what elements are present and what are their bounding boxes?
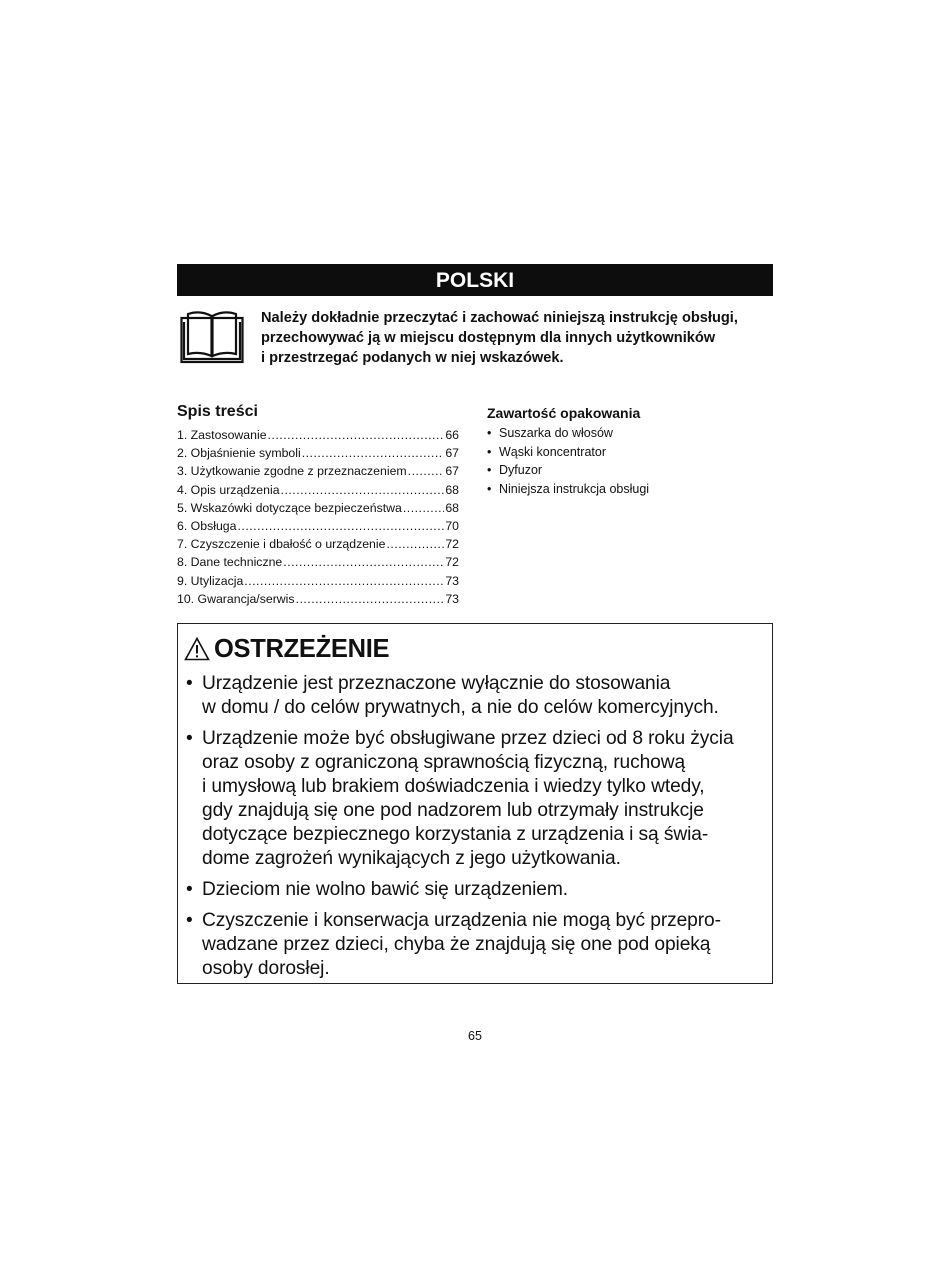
toc-entry[interactable] bbox=[177, 535, 459, 553]
warning-line: gdy znajdują się one pod nadzorem lub otrzymały instrukcje bbox=[202, 800, 704, 821]
toc-leader bbox=[283, 553, 444, 571]
warning-line: • Urządzenie jest przeznaczone wyłącznie do stosowania bbox=[202, 673, 671, 694]
book-icon bbox=[180, 310, 244, 364]
intro-line: przechowywać ją w miejscu dostępnym dla innych użytkowników bbox=[261, 330, 716, 346]
language-header: POLSKI bbox=[177, 264, 773, 296]
warning-line: oraz osoby z ograniczoną sprawnością fizyczną, ruchową bbox=[202, 752, 686, 773]
toc-leader bbox=[244, 572, 444, 590]
intro-line: Należy dokładnie przeczytać i zachować niniejszą instrukcję obsługi, bbox=[261, 310, 738, 326]
warning-line: dome zagrożeń wynikających z jego użytkowania. bbox=[202, 848, 621, 869]
warning-line: • Dzieciom nie wolno bawić się urządzeniem. bbox=[202, 879, 568, 900]
toc-leader bbox=[302, 444, 445, 462]
warning-item bbox=[186, 909, 768, 981]
warning-line: i umysłową lub brakiem doświadczenia i wiedzy tylko wtedy, bbox=[202, 776, 705, 797]
warning-line: dotyczące bezpiecznego korzystania z urządzenia i są świa- bbox=[202, 824, 709, 845]
toc-leader bbox=[268, 426, 445, 444]
package-contents bbox=[487, 404, 767, 498]
toc-entry-page: 66 bbox=[445, 428, 459, 442]
toc-leader bbox=[281, 481, 445, 499]
warning-item bbox=[186, 727, 768, 871]
toc-entry[interactable] bbox=[177, 426, 459, 444]
toc-entry[interactable] bbox=[177, 444, 459, 462]
toc-entry-page: 70 bbox=[445, 519, 459, 534]
toc-entry-label: 5. Wskazówki dotyczące bezpieczeństwa bbox=[177, 500, 402, 515]
warning-header bbox=[184, 634, 389, 664]
package-item: • Wąski koncentrator bbox=[487, 443, 767, 462]
toc-leader bbox=[403, 499, 444, 517]
toc-entry-label: 1. Zastosowanie bbox=[177, 428, 267, 442]
toc-title: Spis treści bbox=[177, 403, 258, 420]
toc-entry-page: 68 bbox=[445, 482, 459, 497]
toc-entry-page: 72 bbox=[445, 555, 459, 570]
toc-leader bbox=[408, 462, 445, 480]
warning-triangle-icon bbox=[184, 637, 210, 661]
toc-entry-label: 6. Obsługa bbox=[177, 519, 237, 534]
toc-entry-page: 73 bbox=[445, 573, 459, 588]
intro-line: i przestrzegać podanych w niej wskazówek. bbox=[261, 350, 564, 366]
warning-line: • Czyszczenie i konserwacja urządzenia nie mogą być przepro- bbox=[202, 910, 721, 931]
package-item: • Niniejsza instrukcja obsługi bbox=[487, 480, 767, 499]
toc-entry[interactable] bbox=[177, 499, 459, 517]
intro-notice bbox=[261, 308, 781, 368]
warning-line: wadzane przez dzieci, chyba że znajdują się one pod opieką bbox=[202, 934, 711, 955]
page-number: 65 bbox=[468, 1029, 482, 1043]
warning-box bbox=[177, 623, 773, 984]
toc-entry[interactable] bbox=[177, 517, 459, 535]
package-item: • Suszarka do włosów bbox=[487, 424, 767, 443]
table-of-contents bbox=[177, 402, 459, 608]
toc-entry-page: 68 bbox=[445, 500, 459, 515]
toc-entry-label: 2. Objaśnienie symboli bbox=[177, 446, 301, 461]
toc-entry[interactable] bbox=[177, 590, 459, 608]
toc-entry-page: 72 bbox=[445, 537, 459, 552]
toc-entry[interactable] bbox=[177, 481, 459, 499]
toc-entry-page: 73 bbox=[445, 591, 459, 606]
toc-entry[interactable] bbox=[177, 462, 459, 480]
toc-leader bbox=[237, 517, 444, 535]
toc-entry[interactable] bbox=[177, 572, 459, 590]
package-contents-title: Zawartość opakowania bbox=[487, 405, 641, 421]
warning-line: w domu / do celów prywatnych, a nie do celów komercyjnych. bbox=[202, 697, 719, 718]
toc-entry-page: 67 bbox=[445, 464, 459, 479]
toc-entry-label: 9. Utylizacja bbox=[177, 573, 244, 588]
toc-entry[interactable] bbox=[177, 553, 459, 571]
toc-entry-label: 4. Opis urządzenia bbox=[177, 482, 280, 497]
toc-leader bbox=[386, 535, 444, 553]
toc-entry-label: 3. Użytkowanie zgodne z przeznaczeniem bbox=[177, 464, 407, 479]
toc-entry-label: 10. Gwarancja/serwis bbox=[177, 591, 295, 606]
warning-title: OSTRZEŻENIE bbox=[214, 635, 390, 663]
toc-entry-page: 67 bbox=[445, 446, 459, 461]
toc-entry-label: 8. Dane techniczne bbox=[177, 555, 283, 570]
warning-line: • Urządzenie może być obsługiwane przez dzieci od 8 roku życia bbox=[202, 728, 734, 749]
toc-entry-label: 7. Czyszczenie i dbałość o urządzenie bbox=[177, 537, 386, 552]
warning-line: osoby dorosłej. bbox=[202, 958, 330, 979]
warning-item bbox=[186, 672, 768, 720]
toc-leader bbox=[296, 590, 445, 608]
warning-item bbox=[186, 878, 768, 902]
package-item: • Dyfuzor bbox=[487, 461, 767, 480]
